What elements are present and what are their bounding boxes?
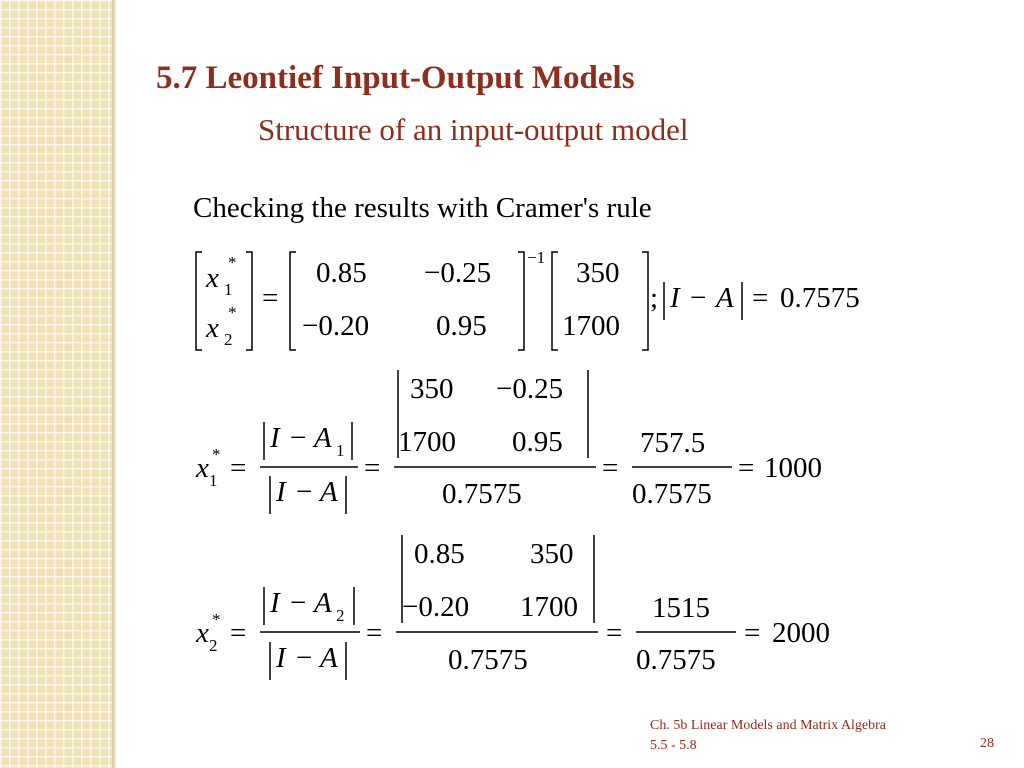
- equals-1: =: [230, 452, 247, 484]
- matrix-a22: 0.95: [436, 310, 487, 342]
- det-matrix2-m11: 0.85: [414, 538, 465, 570]
- num-A-sub: 1: [336, 441, 345, 460]
- equation-1-matrix-inverse: [196, 248, 860, 350]
- det-equals: =: [752, 282, 769, 314]
- frac-den-2: 0.7575: [636, 644, 716, 676]
- lhs-x2-sub: 2: [224, 330, 233, 349]
- var-x2-sub: 2: [209, 636, 218, 655]
- matrix-right-bracket: [518, 252, 524, 350]
- lhs-vector-right-bracket: [246, 252, 252, 350]
- equals-4: =: [738, 452, 755, 484]
- slide-footer: [650, 716, 886, 756]
- result-x2: 2000: [772, 617, 830, 649]
- equation-2-cramer-x1: [195, 370, 822, 514]
- matrix-a11: 0.85: [316, 257, 367, 289]
- det-minus: −: [690, 282, 707, 314]
- frac-num-2: 1515: [652, 592, 710, 624]
- matrix-a21: −0.20: [302, 310, 370, 342]
- inverse-exponent: −1: [527, 248, 546, 267]
- det-A: A: [716, 282, 734, 314]
- frac-den: 0.7575: [632, 478, 712, 510]
- det-matrix-m21: 1700: [398, 426, 456, 458]
- matrix-left-bracket: [290, 252, 296, 350]
- var-x1-sub: 1: [209, 471, 218, 490]
- lhs-x1-sub: 1: [224, 280, 233, 299]
- equals-8: =: [744, 617, 761, 649]
- slide-subtitle: Structure of an input-output model: [258, 112, 689, 147]
- page-number: 28: [980, 736, 994, 751]
- den-value-1: 0.7575: [442, 478, 522, 510]
- lhs-x1-star: *: [228, 253, 237, 272]
- var-x2: x: [196, 617, 209, 649]
- det-matrix-m22: 0.95: [512, 426, 563, 458]
- equals-5: =: [230, 617, 247, 649]
- var-x2-star: *: [212, 610, 221, 629]
- vector-b1: 350: [576, 257, 620, 289]
- num-I-2: I: [270, 587, 280, 619]
- den-A-2: A: [320, 642, 338, 674]
- det-matrix2-m21: −0.20: [402, 591, 470, 623]
- lhs-x2: x: [206, 312, 219, 344]
- equals-6: =: [366, 617, 383, 649]
- num-A: A: [314, 422, 332, 454]
- var-x1: x: [196, 452, 209, 484]
- vector-b-left-bracket: [552, 252, 558, 350]
- den-value-2: 0.7575: [448, 644, 528, 676]
- footer-sections: 5.5 - 5.8: [650, 738, 697, 753]
- det-matrix2-m22: 1700: [520, 591, 578, 623]
- semicolon: ;: [650, 282, 659, 314]
- slide-title: 5.7 Leontief Input-Output Models: [156, 60, 635, 96]
- matrix-a12: −0.25: [424, 257, 492, 289]
- det-matrix2-m12: 350: [530, 538, 574, 570]
- det-matrix-m11: 350: [410, 373, 454, 405]
- lhs-vector-left-bracket: [196, 252, 202, 350]
- equals-3: =: [602, 452, 619, 484]
- den-I-2: I: [276, 642, 286, 674]
- num-I: I: [270, 422, 280, 454]
- equals-7: =: [606, 617, 623, 649]
- det-matrix-m12: −0.25: [496, 373, 564, 405]
- num-A-2: A: [314, 587, 332, 619]
- num-minus-2: −: [290, 587, 307, 619]
- den-A: A: [320, 476, 338, 508]
- det-I: I: [670, 282, 680, 314]
- den-minus: −: [296, 476, 313, 508]
- equals-2: =: [364, 452, 381, 484]
- frac-num: 757.5: [640, 427, 706, 459]
- intro-text: Checking the results with Cramer's rule: [193, 192, 652, 224]
- result-x1: 1000: [764, 452, 822, 484]
- lhs-x2-star: *: [228, 303, 237, 322]
- den-minus-2: −: [296, 642, 313, 674]
- den-I: I: [276, 476, 286, 508]
- lhs-x1: x: [206, 262, 219, 294]
- num-A-sub-2: 2: [336, 606, 345, 625]
- vector-b2: 1700: [562, 310, 620, 342]
- vector-b-right-bracket: [642, 252, 648, 350]
- equation-3-cramer-x2: [195, 535, 830, 680]
- equals-sign: =: [262, 282, 279, 314]
- det-value: 0.7575: [780, 282, 860, 314]
- num-minus: −: [290, 422, 307, 454]
- footer-chapter: Ch. 5b Linear Models and Matrix Algebra: [650, 718, 887, 733]
- var-x1-star: *: [212, 445, 221, 464]
